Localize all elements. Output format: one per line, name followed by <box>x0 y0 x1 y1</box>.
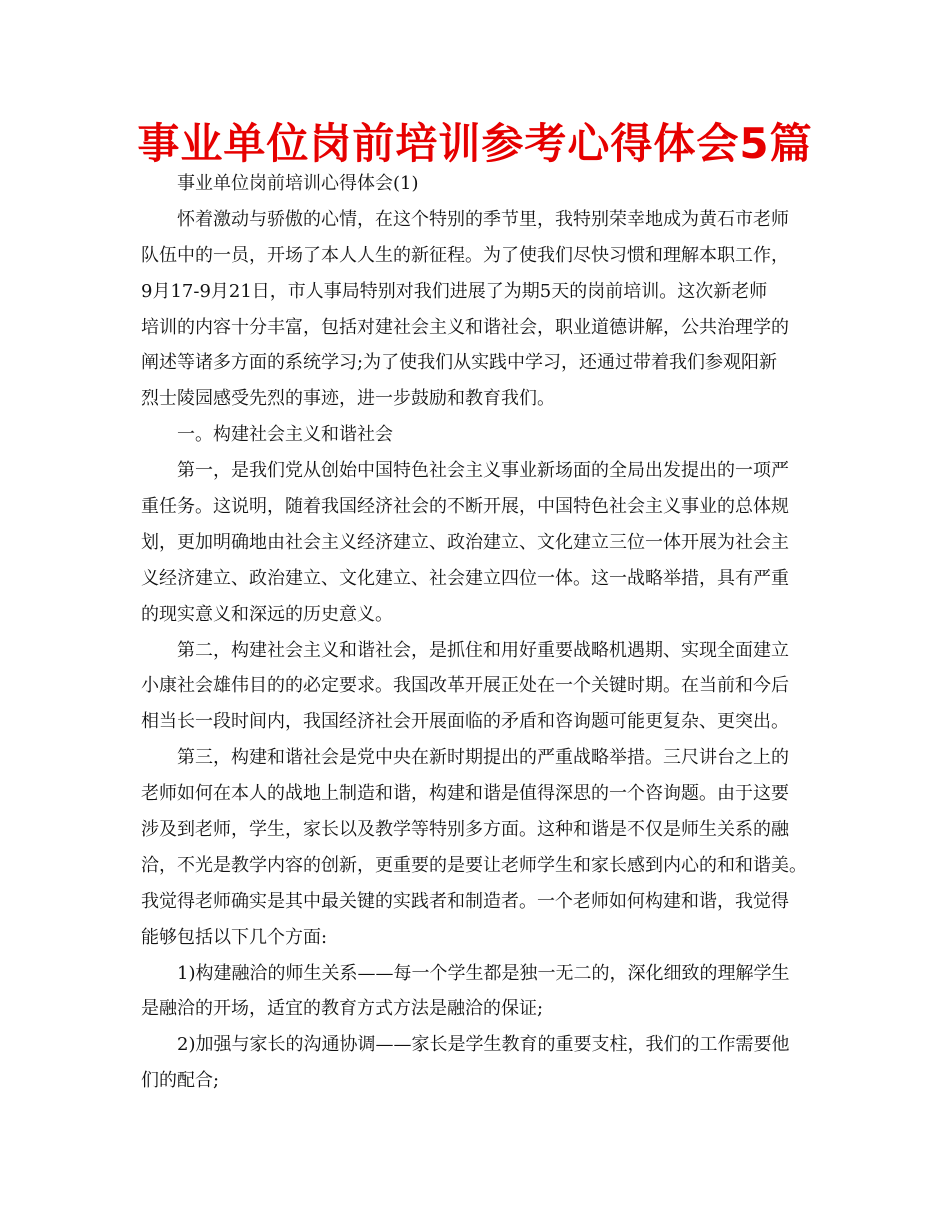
text-line: 能够包括以下几个方面: <box>141 926 328 948</box>
text-line: 烈士陵园感受先烈的事迹，进一步鼓励和教育我们。 <box>141 388 555 410</box>
text-line: 1)构建融洽的师生关系——每一个学生都是独一无二的，深化细致的理解学生 <box>177 962 790 984</box>
text-line: 事业单位岗前培训心得体会(1) <box>177 173 419 194</box>
document-title: 事业单位岗前培训参考心得体会5篇 <box>137 119 813 168</box>
text-line: 9月17-9月21日，市人事局特别对我们进展了为期5天的岗前培训。这次新老师 <box>141 280 768 302</box>
text-line: 怀着激动与骄傲的心情，在这个特别的季节里，我特别荣幸地成为黄石市老师 <box>177 208 789 230</box>
text-line: 的现实意义和深远的历史意义。 <box>141 603 393 625</box>
text-line: 2)加强与家长的沟通协调——家长是学生教育的重要支柱，我们的工作需要他 <box>177 1034 790 1056</box>
document-body <box>141 166 821 1099</box>
text-line: 小康社会雄伟目的的必定要求。我国改革开展正处在一个关键时期。在当前和今后 <box>141 675 789 697</box>
text-line: 队伍中的一员，开场了本人人生的新征程。为了使我们尽快习惯和理解本职工作， <box>141 244 789 266</box>
text-line: 洽，不光是教学内容的创新，更重要的是要让老师学生和家长感到内心的和和谐美。 <box>141 854 807 876</box>
text-line: 重任务。这说明，随着我国经济社会的不断开展，中国特色社会主义事业的总体规 <box>141 496 789 518</box>
text-line: 第二，构建社会主义和谐社会，是抓住和用好重要战略机遇期、实现全面建立 <box>177 639 789 661</box>
text-line: 阐述等诸多方面的系统学习;为了使我们从实践中学习，还通过带着我们参观阳新 <box>141 352 778 374</box>
text-line: 第三，构建和谐社会是党中央在新时期提出的严重战略举措。三尺讲台之上的 <box>177 747 789 769</box>
text-line: 义经济建立、政治建立、文化建立、社会建立四位一体。这一战略举措，具有严重 <box>141 567 789 589</box>
text-line: 第一，是我们党从创始中国特色社会主义事业新场面的全局出发提出的一项严 <box>177 460 789 482</box>
text-line: 相当长一段时间内，我国经济社会开展面临的矛盾和咨询题可能更复杂、更突出。 <box>141 711 789 733</box>
text-line: 一。构建社会主义和谐社会 <box>177 424 393 446</box>
text-line: 涉及到老师，学生，家长以及教学等特别多方面。这种和谐是不仅是师生关系的融 <box>141 819 789 841</box>
text-line: 培训的内容十分丰富，包括对建社会主义和谐社会，职业道德讲解，公共治理学的 <box>141 316 789 338</box>
text-line: 们的配合; <box>141 1070 220 1092</box>
text-line: 是融洽的开场，适宜的教育方式方法是融洽的保证; <box>141 998 544 1020</box>
text-line: 我觉得老师确实是其中最关键的实践者和制造者。一个老师如何构建和谐，我觉得 <box>141 890 789 912</box>
text-line: 划，更加明确地由社会主义经济建立、政治建立、文化建立三位一体开展为社会主 <box>141 531 789 553</box>
text-line: 老师如何在本人的战地上制造和谐，构建和谐是值得深思的一个咨询题。由于这要 <box>141 783 789 805</box>
